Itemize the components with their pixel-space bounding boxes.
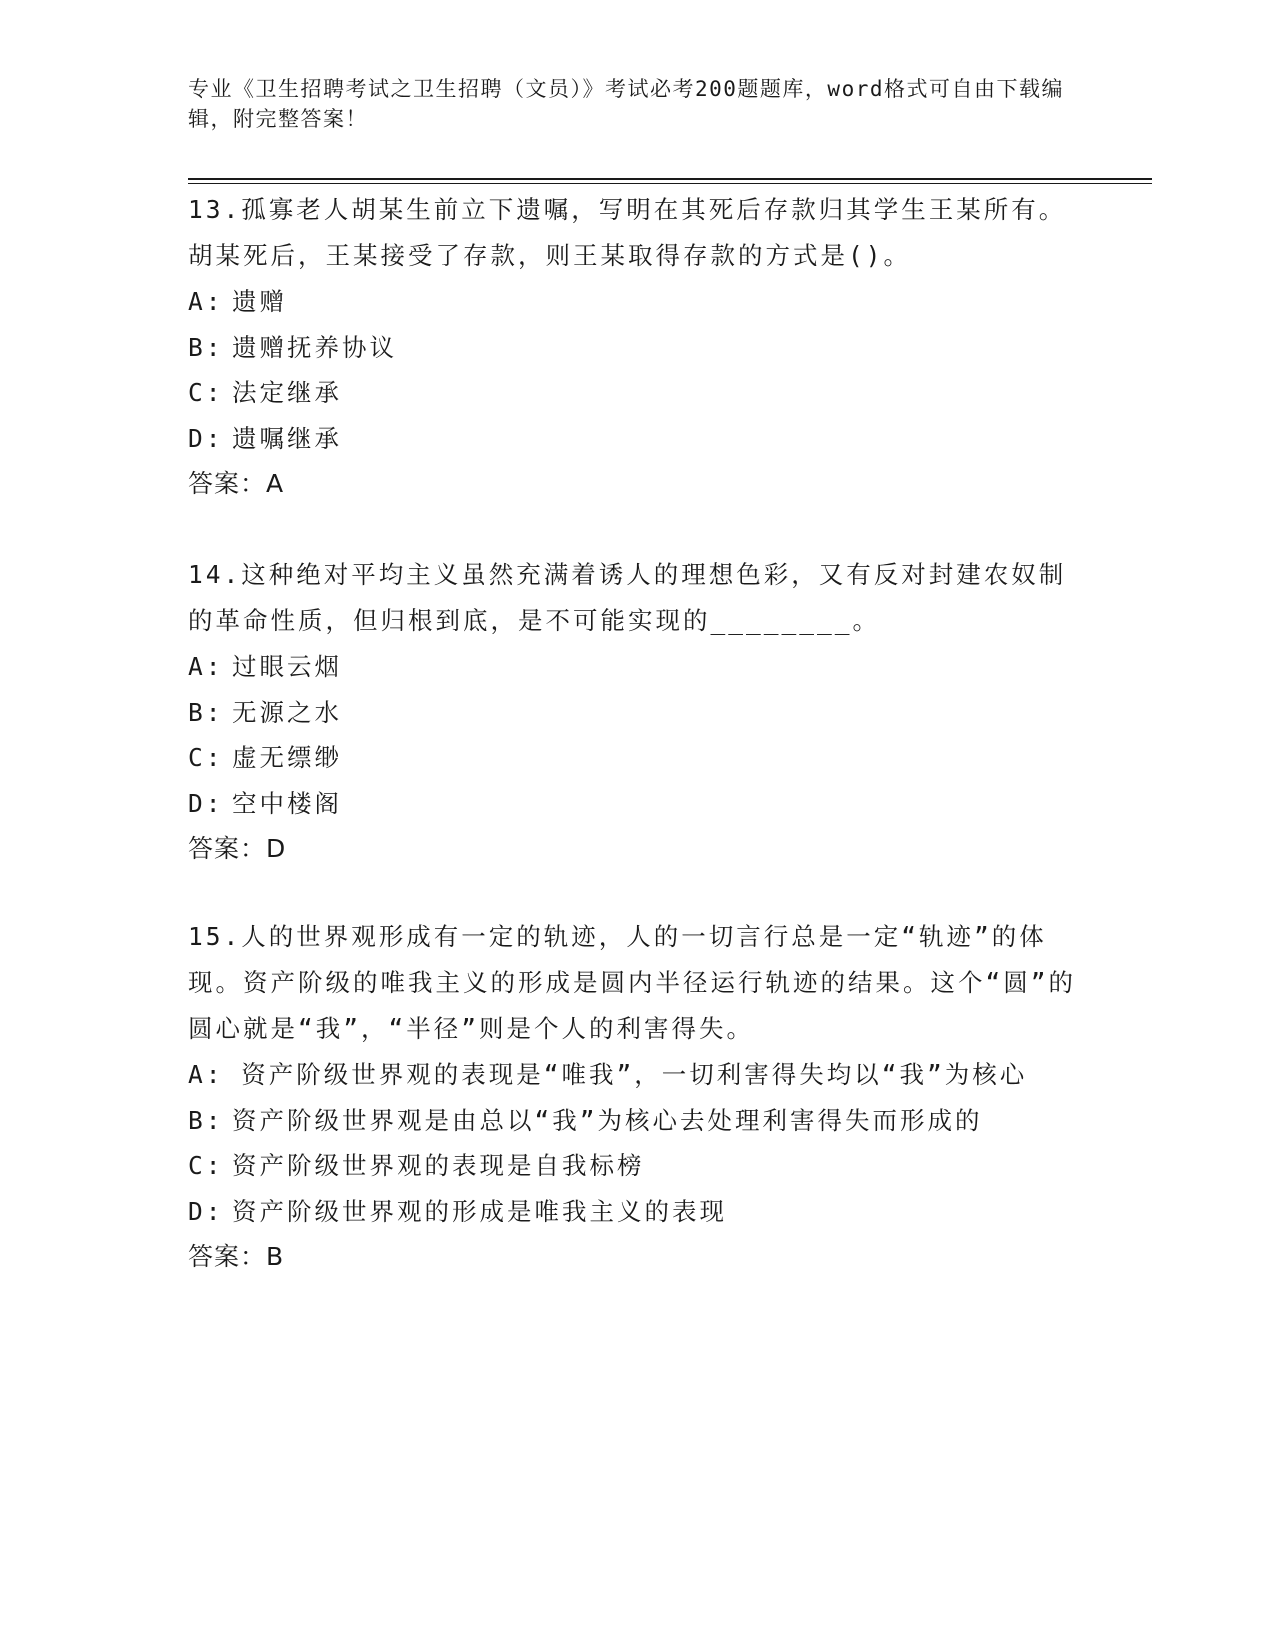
option-b <box>188 690 1088 736</box>
option-label: B: <box>188 697 224 727</box>
option-label: C: <box>188 1151 224 1180</box>
option-label: D: <box>188 788 224 818</box>
answer: 答案：D <box>188 834 287 863</box>
answer: 答案：B <box>188 1242 285 1271</box>
option-b <box>188 325 1088 371</box>
option-label: A: <box>188 1060 224 1089</box>
option-text: 遗嘱继承 <box>232 423 342 453</box>
option-label: B: <box>188 1105 224 1135</box>
option-label: D: <box>188 423 224 453</box>
header-divider-thin <box>188 183 1152 184</box>
question-15 <box>188 914 1088 1280</box>
option-text: 过眼云烟 <box>232 652 342 681</box>
option-d <box>188 1189 1088 1235</box>
option-d <box>188 781 1088 827</box>
option-text: 资产阶级世界观是由总以“我”为核心去处理利害得失而形成的 <box>232 1105 983 1135</box>
option-text: 遗赠 <box>232 287 287 316</box>
option-text: 资产阶级世界观的表现是“唯我”，一切利害得失均以“我”为核心 <box>241 1060 1028 1089</box>
option-label: D: <box>188 1196 224 1226</box>
question-text: 15.人的世界观形成有一定的轨迹，人的一切言行总是一定“轨迹”的体现。资产阶级的唯我主义的形成是圆内半径运行轨迹的结果。这个“圆”的圆心就是“我”，“半径”则是个人的利害得失。 <box>188 922 1076 1043</box>
option-a <box>188 1052 1088 1098</box>
option-d <box>188 416 1088 462</box>
option-a <box>188 279 1088 325</box>
document-header: 专业《卫生招聘考试之卫生招聘（文员）》考试必考200题题库，word格式可自由下载编辑，附完整答案！ <box>188 77 1064 131</box>
option-c <box>188 1143 1088 1189</box>
option-c <box>188 735 1088 781</box>
question-text: 13.孤寡老人胡某生前立下遗嘱，写明在其死后存款归其学生王某所有。胡某死后，王某接受了存款，则王某取得存款的方式是()。 <box>188 195 1067 270</box>
option-label: C: <box>188 378 224 407</box>
header-divider-thick <box>188 178 1152 180</box>
question-text: 14.这种绝对平均主义虽然充满着诱人的理想色彩，又有反对封建农奴制的革命性质，但归根到底，是不可能实现的________。 <box>188 560 1067 635</box>
option-a <box>188 644 1088 690</box>
option-label: C: <box>188 743 224 772</box>
option-text: 空中楼阁 <box>232 788 342 818</box>
option-b <box>188 1098 1088 1144</box>
option-text: 遗赠抚养协议 <box>232 332 397 362</box>
option-label: A: <box>188 652 224 681</box>
option-label: A: <box>188 287 224 316</box>
option-c <box>188 370 1088 416</box>
option-text: 资产阶级世界观的形成是唯我主义的表现 <box>232 1196 727 1226</box>
answer: 答案：A <box>188 469 285 498</box>
option-text: 无源之水 <box>232 697 342 727</box>
option-text: 虚无缥缈 <box>232 743 342 772</box>
question-13 <box>188 187 1088 507</box>
option-text: 法定继承 <box>232 378 342 407</box>
option-label: B: <box>188 332 224 362</box>
question-14 <box>188 552 1088 872</box>
option-text: 资产阶级世界观的表现是自我标榜 <box>232 1151 645 1180</box>
